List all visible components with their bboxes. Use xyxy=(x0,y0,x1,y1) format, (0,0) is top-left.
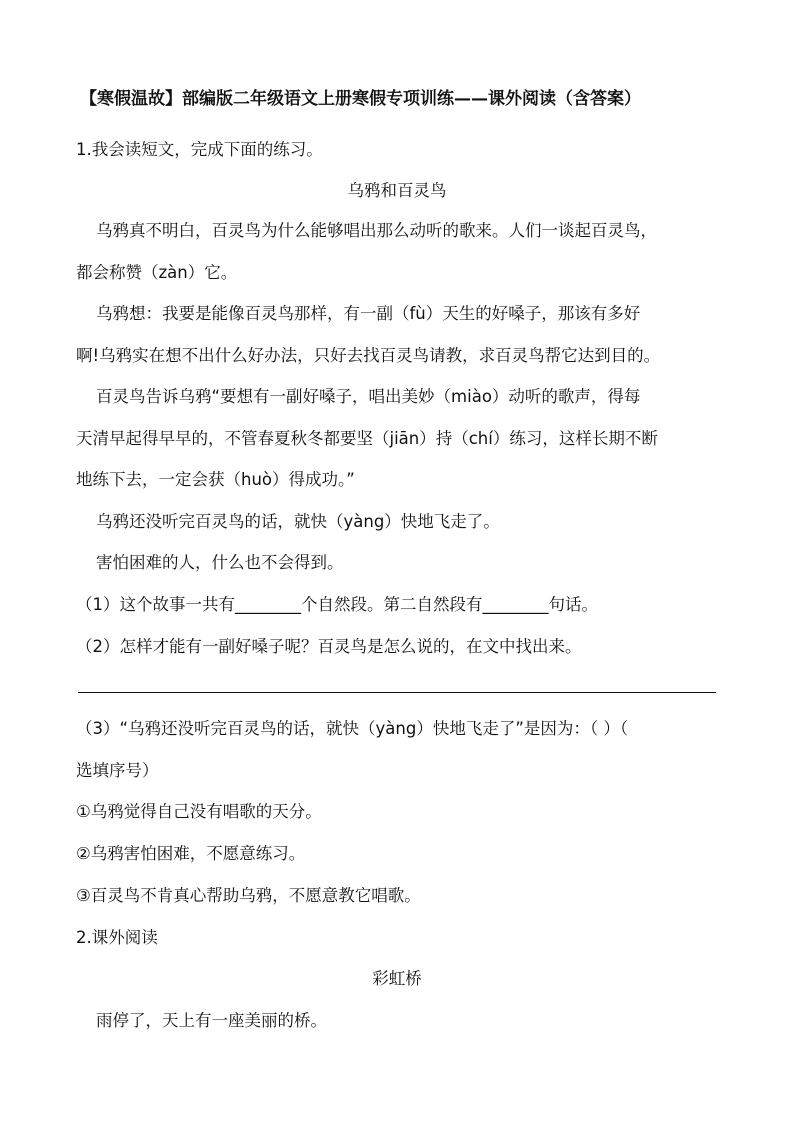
story-paragraph-line: 都会称赞（zàn）它。 xyxy=(76,263,238,282)
story-title-crow-lark: 乌鸦和百灵鸟 xyxy=(347,181,447,200)
story-paragraph-line: 地练下去，一定会获（huò）得成功。” xyxy=(76,470,355,489)
story-paragraph-line: 百灵鸟告诉乌鸦“要想有一副好嗓子，唱出美妙（miào）动听的歌声，得每 xyxy=(96,387,641,406)
sub-question-2: （2）怎样才能有一副好嗓子呢？百灵鸟是怎么说的，在文中找出来。 xyxy=(76,637,582,656)
question-1-heading: 1.我会读短文，完成下面的练习。 xyxy=(76,140,323,159)
sub-question-3: （3）“乌鸦还没听完百灵鸟的话，就快（yàng）快地飞走了”是因为：（ ）（ xyxy=(76,719,629,738)
answer-line xyxy=(78,692,716,693)
story-paragraph-line: 雨停了，天上有一座美丽的桥。 xyxy=(96,1011,327,1030)
story-paragraph-line: 乌鸦想：我要是能像百灵鸟那样，有一副（fù）天生的好嗓子，那该有多好 xyxy=(96,304,641,323)
question-2-heading: 2.课外阅读 xyxy=(76,928,158,947)
story-paragraph-line: 乌鸦真不明白，百灵鸟为什么能够唱出那么动听的歌来。人们一谈起百灵鸟， xyxy=(96,221,657,240)
story-moral-line: 害怕困难的人，什么也不会得到。 xyxy=(96,553,344,572)
option-3: ③百灵鸟不肯真心帮助乌鸦，不愿意教它唱歌。 xyxy=(76,886,421,905)
option-2: ②乌鸦害怕困难，不愿意练习。 xyxy=(76,844,306,863)
document-title: 【寒假温故】部编版二年级语文上册寒假专项训练——课外阅读（含答案） xyxy=(80,89,641,109)
option-1: ①乌鸦觉得自己没有唱歌的天分。 xyxy=(76,802,322,821)
story-paragraph-line: 天清早起得早早的，不管春夏秋冬都要坚（jiān）持（chí）练习，这样长期不断 xyxy=(76,429,658,448)
story-paragraph-line: 啊!乌鸦实在想不出什么好办法，只好去找百灵鸟请教，求百灵鸟帮它达到目的。 xyxy=(76,346,661,365)
story-paragraph-line: 乌鸦还没听完百灵鸟的话，就快（yàng）快地飞走了。 xyxy=(96,512,500,531)
story-title-rainbow-bridge: 彩虹桥 xyxy=(372,969,422,988)
sub-question-1: （1）这个故事一共有________个自然段。第二自然段有________句话。 xyxy=(76,595,598,614)
sub-question-3-continued: 选填序号） xyxy=(76,761,159,780)
